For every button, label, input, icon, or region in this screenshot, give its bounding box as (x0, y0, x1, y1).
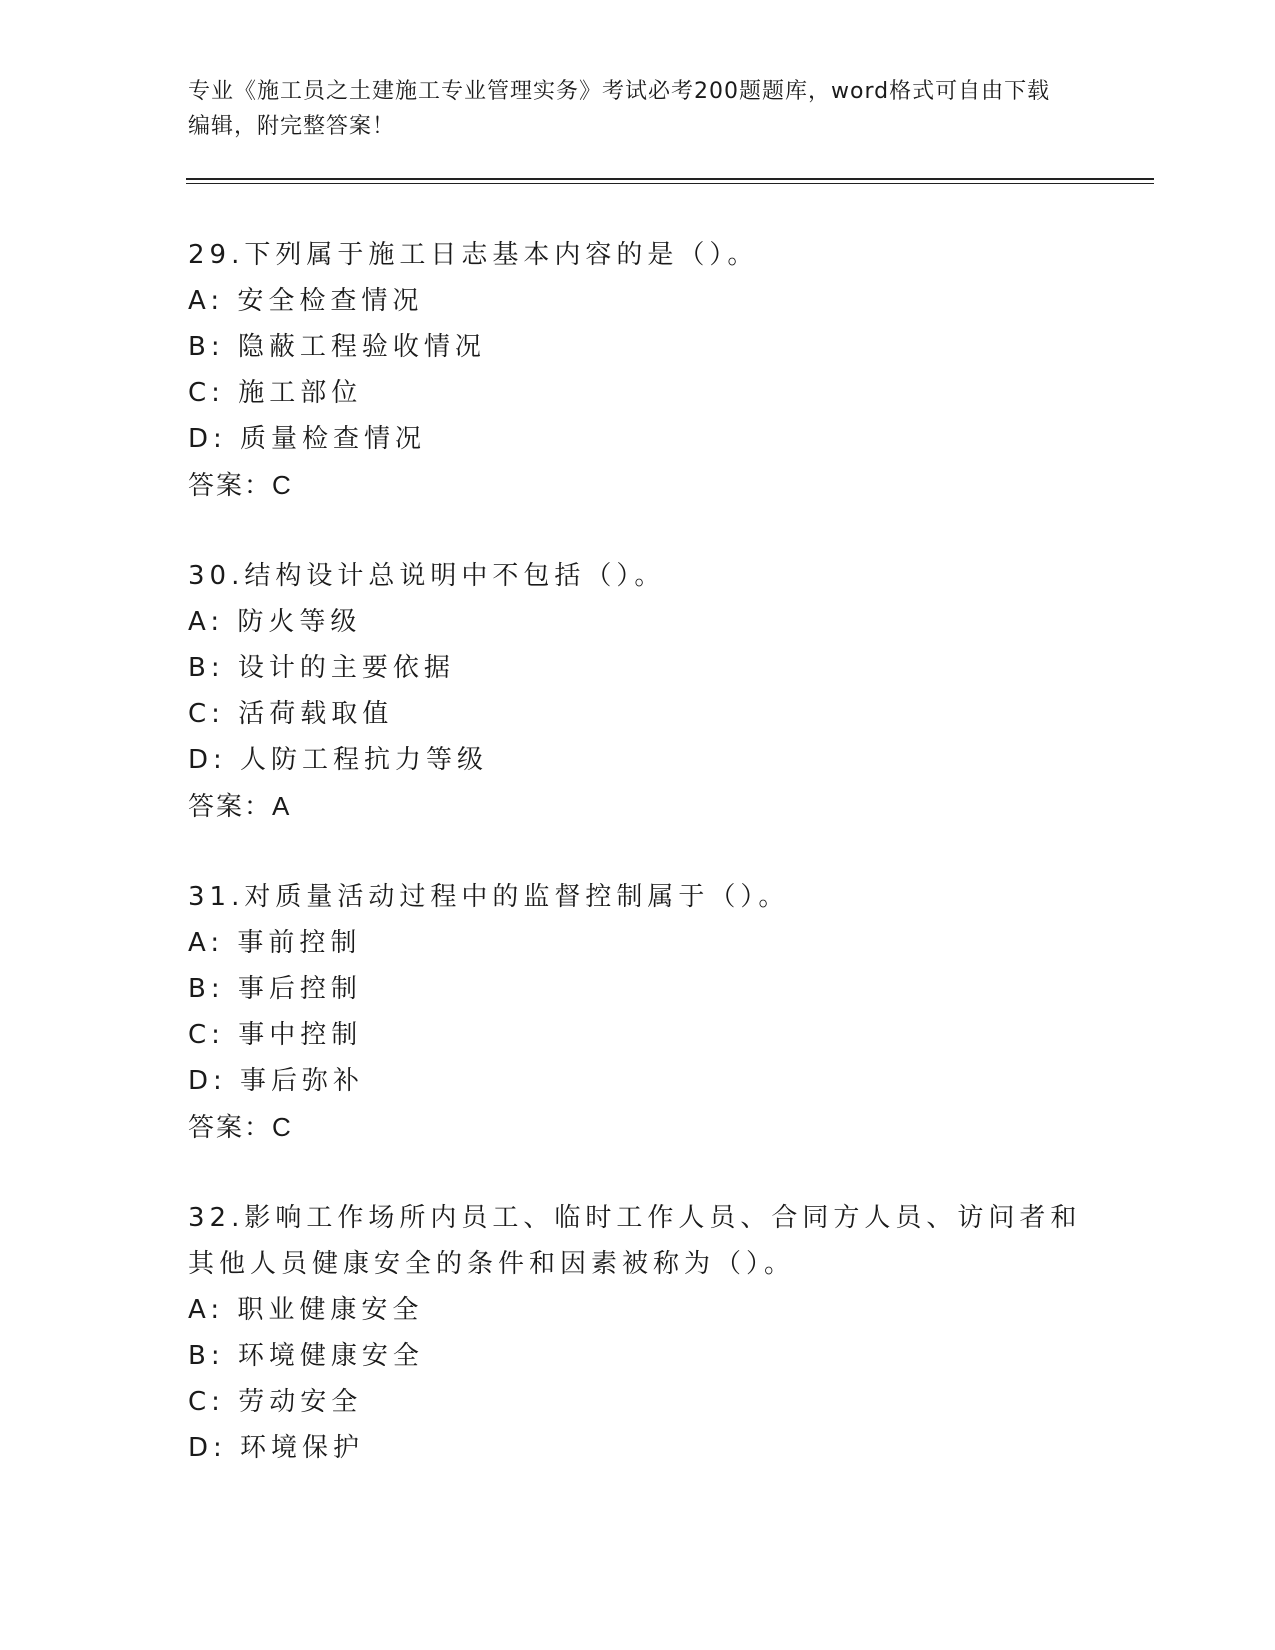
question-item (188, 874, 1088, 1150)
option-a (188, 278, 1088, 324)
option-c (188, 370, 1088, 416)
question-item (188, 553, 1088, 829)
option-text: 环境保护 (240, 1433, 365, 1463)
option-a (188, 1287, 1088, 1333)
option-d (188, 1425, 1088, 1471)
question-stem (188, 232, 1088, 278)
question-number: 30. (188, 561, 245, 591)
option-label: D: (188, 1066, 227, 1096)
option-text: 劳动安全 (238, 1387, 363, 1417)
option-label: D: (188, 745, 227, 775)
option-label: D: (188, 424, 227, 454)
option-d (188, 1058, 1088, 1104)
option-c (188, 691, 1088, 737)
document-header: 专业《施工员之土建施工专业管理实务》考试必考200题题库，word格式可自由下载编辑，附完整答案！ (188, 79, 1051, 139)
header-divider-thin (186, 183, 1154, 184)
option-label: A: (188, 1295, 225, 1325)
question-number: 29. (188, 240, 245, 270)
option-a (188, 599, 1088, 645)
option-d (188, 416, 1088, 462)
option-text: 设计的主要依据 (237, 653, 455, 683)
option-b (188, 1333, 1088, 1379)
option-label: A: (188, 607, 225, 637)
option-text: 质量检查情况 (240, 424, 427, 454)
option-label: C: (188, 378, 225, 408)
option-text: 人防工程抗力等级 (240, 745, 489, 775)
option-text: 安全检查情况 (237, 286, 424, 316)
option-label: A: (188, 928, 225, 958)
option-text: 事前控制 (237, 928, 362, 958)
option-b (188, 324, 1088, 370)
question-stem (188, 1195, 1088, 1287)
question-text: 影响工作场所内员工、临时工作人员、合同方人员、访问者和其他人员健康安全的条件和因素被称为（）。 (188, 1203, 1082, 1279)
answer-line: 答案：C (188, 1112, 293, 1142)
option-text: 事后控制 (237, 974, 362, 1004)
option-c (188, 1379, 1088, 1425)
option-label: A: (188, 286, 225, 316)
option-label: B: (188, 332, 225, 362)
question-item (188, 232, 1088, 508)
option-label: C: (188, 699, 225, 729)
option-a (188, 920, 1088, 966)
answer-line: 答案：A (188, 791, 292, 821)
header-divider-thick (186, 178, 1154, 180)
option-text: 防火等级 (237, 607, 362, 637)
option-text: 事后弥补 (240, 1066, 365, 1096)
option-b (188, 645, 1088, 691)
option-label: D: (188, 1433, 227, 1463)
question-stem (188, 553, 1088, 599)
question-list (188, 232, 1088, 1516)
option-text: 环境健康安全 (237, 1341, 424, 1371)
question-number: 31. (188, 882, 245, 912)
option-label: C: (188, 1387, 225, 1417)
option-label: B: (188, 1341, 225, 1371)
option-text: 职业健康安全 (237, 1295, 424, 1325)
option-b (188, 966, 1088, 1012)
option-text: 施工部位 (238, 378, 363, 408)
option-label: B: (188, 974, 225, 1004)
option-text: 事中控制 (238, 1020, 363, 1050)
question-text: 结构设计总说明中不包括（）。 (244, 561, 666, 591)
option-d (188, 737, 1088, 783)
option-label: B: (188, 653, 225, 683)
question-number: 32. (188, 1203, 245, 1233)
option-text: 隐蔽工程验收情况 (237, 332, 486, 362)
question-text: 对质量活动过程中的监督控制属于（）。 (244, 882, 790, 912)
option-label: C: (188, 1020, 225, 1050)
option-c (188, 1012, 1088, 1058)
question-stem (188, 874, 1088, 920)
question-item (188, 1195, 1088, 1471)
question-text: 下列属于施工日志基本内容的是（）。 (244, 240, 759, 270)
answer-line: 答案：C (188, 470, 293, 500)
option-text: 活荷载取值 (238, 699, 394, 729)
